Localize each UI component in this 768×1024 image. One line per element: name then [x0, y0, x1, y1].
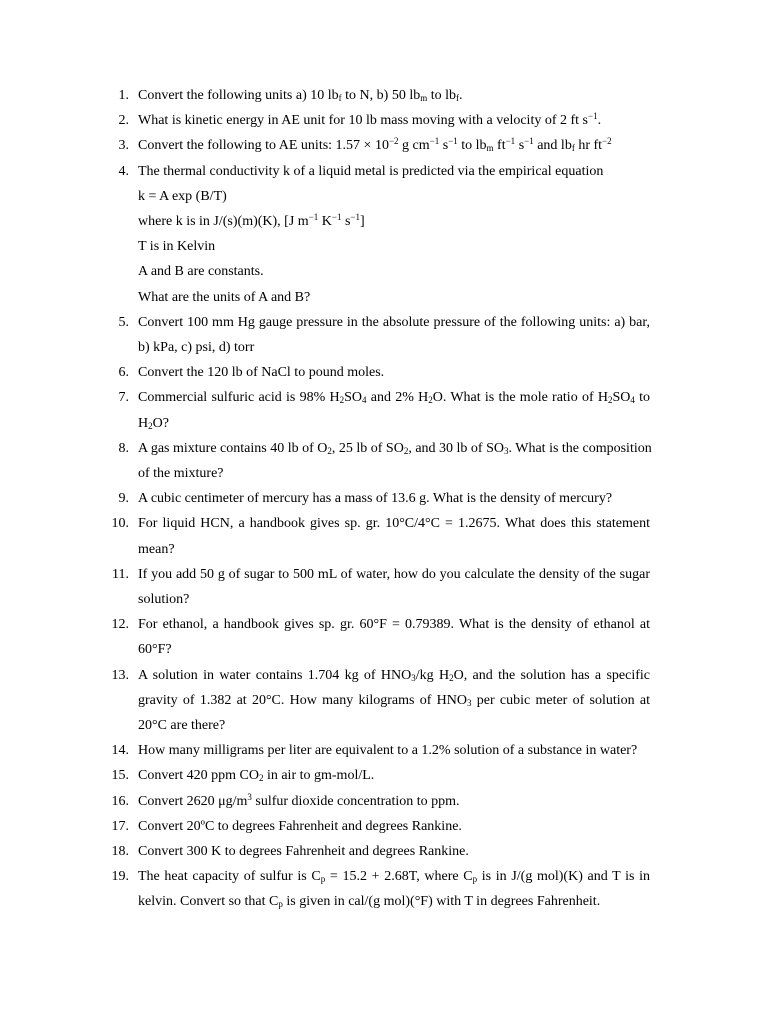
question-item: [0, 487, 768, 511]
question-text: What is kinetic energy in AE unit for 10 lb mass moving with a velocity of 2 ft $s^{-1}$.: [138, 111, 602, 129]
question-number: 3.: [118, 138, 129, 154]
question-text: A and B are constants.: [138, 264, 264, 280]
question-text: mean?: [138, 541, 175, 557]
question-number: 4.: [118, 163, 129, 179]
question-item: [0, 865, 768, 889]
question-number: 17.: [111, 818, 129, 834]
question-text: A cubic centimeter of mercury has a mass of 13.6 g. What is the density of mercury?: [138, 491, 613, 507]
question-text: Commercial sulfuric acid is 98% $H_2SO_4$ and 2% $H_2O$. What is the mole ratio of $H_2SO_4$ to: [138, 390, 650, 406]
question-number: 18.: [111, 844, 129, 859]
question-continuation: [0, 638, 768, 662]
question-text: For liquid HCN, a handbook gives sp. gr. 10°C/4°C = 1.2675. What does this statement: [138, 516, 650, 532]
question-text: Convert the following units a) 10 $lb_f$ to N, b) 50 $lb_m$ to $lb_f$.: [138, 88, 463, 103]
question-item: [0, 386, 768, 410]
question-text: If you add 50 g of sugar to 500 mL of water, how do you calculate the density of the sugar: [138, 566, 650, 582]
question-text: The thermal conductivity k of a liquid metal is predicted via the empirical equation: [138, 163, 604, 179]
question-continuation: [0, 260, 768, 284]
question-item: [0, 815, 768, 839]
question-text: 20°C are there?: [138, 718, 226, 733]
question-continuation: [0, 235, 768, 259]
question-item: [0, 109, 768, 133]
question-item: [0, 84, 768, 108]
question-text: A solution in water contains 1.704 kg of $HNO_3/kg$ $H_2O$, and the solution has a specific: [138, 667, 651, 683]
question-number: 13.: [111, 667, 129, 683]
question-item: [0, 613, 768, 637]
question-text: The heat capacity of sulfur is $C_p = 15.2 + 2.68T$, where $C_p$ is in J/(g mol)(K) and T is in: [138, 869, 651, 885]
question-text: where k is in J/(s)(m)(K), [J $m^{-1}$ $K^{-1}$ $s^{-1}$]: [138, 212, 365, 229]
question-number: 1.: [118, 88, 129, 103]
question-continuation: [0, 689, 768, 713]
question-text: b) kPa, c) psi, d) torr: [138, 340, 255, 355]
question-continuation: [0, 286, 768, 310]
question-text: A gas mixture contains 40 lb of $O_2$, 25 lb of $SO_2$, and 30 lb of $SO_3$. What is the composition: [138, 440, 652, 456]
question-item: [0, 437, 768, 461]
question-continuation: [0, 336, 768, 360]
question-item: [0, 134, 768, 158]
question-number: 7.: [118, 390, 129, 406]
question-text: of the mixture?: [138, 466, 224, 481]
question-text: 60°F?: [138, 642, 172, 658]
question-continuation: [0, 412, 768, 436]
question-continuation: [0, 462, 768, 486]
question-item: [0, 311, 768, 335]
question-text: Convert 2620 $\mu g/m^3$ sulfur dioxide concentration to ppm.: [138, 791, 460, 809]
question-text: Convert 300 K to degrees Fahrenheit and degrees Rankine.: [138, 844, 469, 859]
question-item: [0, 840, 768, 864]
question-text: solution?: [138, 592, 190, 607]
question-text: Convert the 120 lb of NaCl to pound moles.: [138, 365, 385, 381]
question-text: Convert 20ºC to degrees Fahrenheit and degrees Rankine.: [138, 818, 462, 834]
question-number: 9.: [118, 491, 129, 507]
question-item: [0, 563, 768, 587]
question-number: 5.: [118, 314, 129, 330]
question-item: [0, 664, 768, 688]
question-text: T is in Kelvin: [138, 239, 216, 255]
question-continuation: [0, 714, 768, 738]
question-item: [0, 160, 768, 184]
question-item: [0, 361, 768, 385]
question-number: 6.: [118, 365, 129, 381]
question-continuation: [0, 890, 768, 914]
question-number: 8.: [118, 440, 129, 456]
question-number: 19.: [111, 869, 129, 885]
question-text: How many milligrams per liter are equivalent to a 1.2% solution of a substance in water?: [138, 743, 638, 759]
question-number: 11.: [112, 566, 129, 582]
question-number: 10.: [111, 516, 129, 532]
question-text: $H_2O$?: [138, 415, 169, 431]
question-text: kelvin. Convert so that $C_p$ is given in cal/(g mol)(°F) with T in degrees Fahrenheit.: [138, 894, 601, 910]
question-text: What are the units of A and B?: [138, 289, 311, 305]
question-number: 2.: [118, 113, 129, 129]
question-text: For ethanol, a handbook gives sp. gr. 60°F = 0.79389. What is the density of ethanol at: [138, 617, 650, 633]
question-continuation: [0, 588, 768, 612]
question-number: 12.: [111, 617, 129, 633]
question-continuation: [0, 210, 768, 234]
question-item: [0, 764, 768, 788]
question-item: [0, 739, 768, 763]
question-text: gravity of 1.382 at 20°C. How many kilograms of $HNO_3$ per cubic meter of solution at: [138, 692, 650, 708]
question-text: k = A exp (B/T): [138, 188, 227, 204]
question-text: Convert the following to AE units: $1.57 \times 10^{-2}$ g $cm^{-1}$ $s^{-1}$ to $lb_m$ $ft^{-1}$ $s^{-1}$ and $lb_f$ hr $ft^{-2}$: [138, 136, 612, 154]
question-item: [0, 790, 768, 814]
question-number: 15.: [111, 768, 129, 784]
question-continuation: [0, 185, 768, 209]
question-text: Convert 100 mm Hg gauge pressure in the absolute pressure of the following units: a) bar,: [138, 314, 650, 330]
question-continuation: [0, 538, 768, 562]
question-item: [0, 512, 768, 536]
question-number: 14.: [111, 743, 129, 759]
question-number: 16.: [111, 793, 129, 809]
question-text: Convert 420 ppm $CO_2$ in air to gm-mol/L.: [138, 768, 375, 784]
